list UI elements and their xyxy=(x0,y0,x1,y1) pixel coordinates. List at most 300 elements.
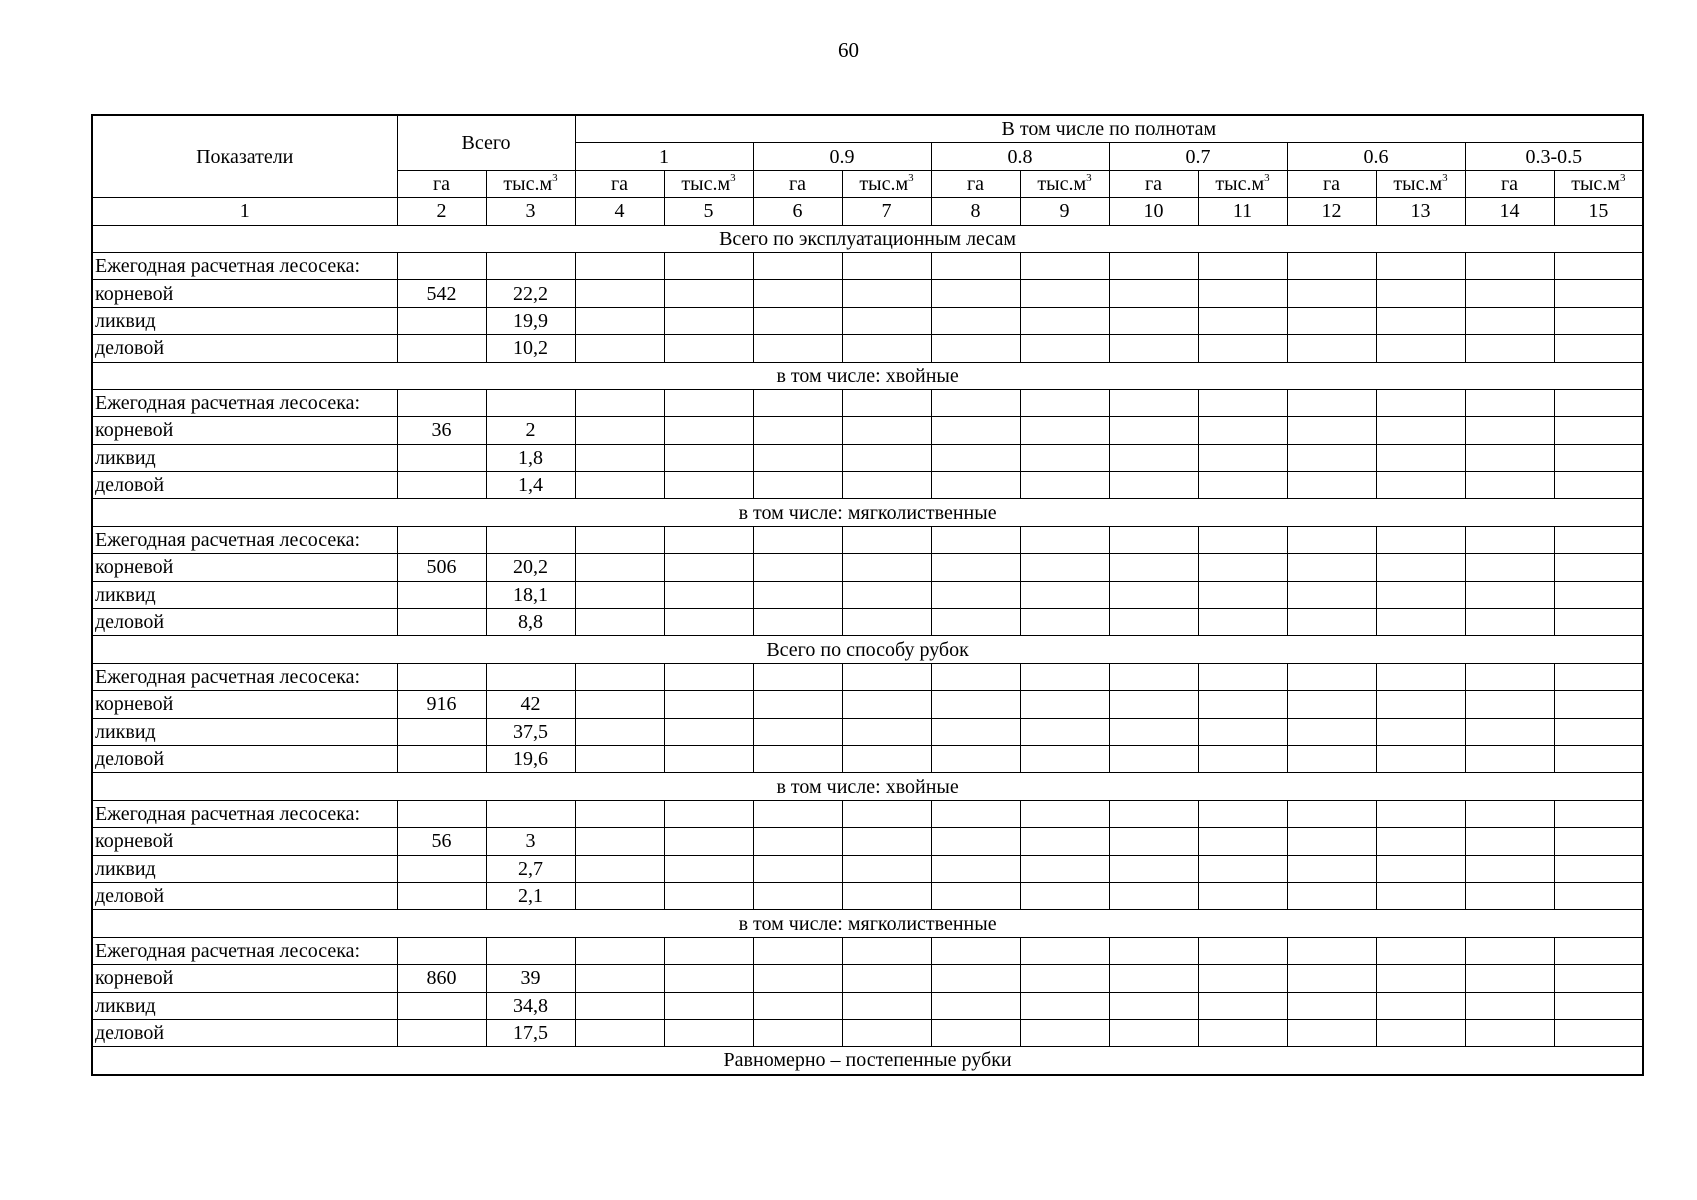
row-label: Ежегодная расчетная лесосека: xyxy=(92,252,397,279)
table-row xyxy=(92,526,1643,553)
empty-cell xyxy=(575,609,664,636)
empty-cell xyxy=(753,828,842,855)
unit-volume-superscript: 3 xyxy=(1264,171,1270,184)
empty-cell xyxy=(1198,745,1287,772)
empty-cell xyxy=(1376,828,1465,855)
unit-volume-superscript: 3 xyxy=(1619,171,1626,184)
empty-cell xyxy=(753,389,842,416)
unit-volume-text: тыс.м xyxy=(1037,172,1087,195)
empty-cell xyxy=(1465,581,1554,608)
total-volume-cell xyxy=(486,252,575,279)
empty-cell xyxy=(842,417,931,444)
empty-cell xyxy=(753,554,842,581)
empty-cell xyxy=(1465,828,1554,855)
empty-cell xyxy=(1020,1019,1109,1046)
empty-cell xyxy=(575,444,664,471)
empty-cell xyxy=(575,554,664,581)
total-volume-cell: 19,9 xyxy=(486,307,575,334)
table-row xyxy=(92,554,1643,581)
empty-cell xyxy=(842,855,931,882)
table-body xyxy=(92,225,1643,1075)
total-volume-cell xyxy=(486,526,575,553)
row-label: ликвид xyxy=(92,307,397,334)
empty-cell xyxy=(1287,252,1376,279)
total-volume-cell: 2 xyxy=(486,417,575,444)
row-label: деловой xyxy=(92,609,397,636)
empty-cell xyxy=(664,444,753,471)
empty-cell xyxy=(1287,800,1376,827)
empty-cell xyxy=(664,280,753,307)
header-density: 1 xyxy=(575,143,753,170)
total-ha-cell xyxy=(397,937,486,964)
total-ha-cell xyxy=(397,472,486,499)
empty-cell xyxy=(1376,965,1465,992)
row-label: Ежегодная расчетная лесосека: xyxy=(92,937,397,964)
empty-cell xyxy=(753,965,842,992)
table-row xyxy=(92,828,1643,855)
header-column-number: 6 xyxy=(753,198,842,225)
empty-cell xyxy=(1465,335,1554,362)
empty-cell xyxy=(931,965,1020,992)
header-column-number: 1 xyxy=(92,198,397,225)
empty-cell xyxy=(753,691,842,718)
header-unit-ha: га xyxy=(1465,170,1554,197)
empty-cell xyxy=(842,992,931,1019)
empty-cell xyxy=(931,307,1020,334)
empty-cell xyxy=(1020,335,1109,362)
empty-cell xyxy=(1020,417,1109,444)
empty-cell xyxy=(1465,992,1554,1019)
empty-cell xyxy=(1020,855,1109,882)
row-label: корневой xyxy=(92,965,397,992)
section-row xyxy=(92,499,1643,526)
table-row xyxy=(92,252,1643,279)
empty-cell xyxy=(664,855,753,882)
section-title: Всего по эксплуатационным лесам xyxy=(92,225,1643,252)
empty-cell xyxy=(664,417,753,444)
empty-cell xyxy=(664,992,753,1019)
table-row xyxy=(92,855,1643,882)
empty-cell xyxy=(1287,965,1376,992)
empty-cell xyxy=(1376,1019,1465,1046)
row-label: ликвид xyxy=(92,718,397,745)
empty-cell xyxy=(1198,800,1287,827)
empty-cell xyxy=(842,307,931,334)
empty-cell xyxy=(753,937,842,964)
header-unit-volume xyxy=(664,170,753,197)
empty-cell xyxy=(1109,882,1198,909)
total-ha-cell: 860 xyxy=(397,965,486,992)
empty-cell xyxy=(575,472,664,499)
logging-table xyxy=(91,114,1644,1076)
empty-cell xyxy=(1554,417,1643,444)
empty-cell xyxy=(1198,526,1287,553)
empty-cell xyxy=(1020,992,1109,1019)
table-row xyxy=(92,718,1643,745)
empty-cell xyxy=(1198,609,1287,636)
empty-cell xyxy=(1376,718,1465,745)
header-total: Всего xyxy=(397,115,575,170)
empty-cell xyxy=(1465,937,1554,964)
table-row xyxy=(92,663,1643,690)
empty-cell xyxy=(1020,663,1109,690)
table-row xyxy=(92,417,1643,444)
empty-cell xyxy=(1554,663,1643,690)
empty-cell xyxy=(1020,472,1109,499)
empty-cell xyxy=(753,444,842,471)
empty-cell xyxy=(575,307,664,334)
total-volume-cell: 34,8 xyxy=(486,992,575,1019)
empty-cell xyxy=(664,1019,753,1046)
empty-cell xyxy=(1020,526,1109,553)
empty-cell xyxy=(1198,280,1287,307)
empty-cell xyxy=(1376,526,1465,553)
empty-cell xyxy=(1198,417,1287,444)
empty-cell xyxy=(1287,992,1376,1019)
empty-cell xyxy=(1020,745,1109,772)
empty-cell xyxy=(931,745,1020,772)
empty-cell xyxy=(931,252,1020,279)
empty-cell xyxy=(842,882,931,909)
row-label: деловой xyxy=(92,882,397,909)
empty-cell xyxy=(1554,526,1643,553)
empty-cell xyxy=(1198,855,1287,882)
table-row xyxy=(92,745,1643,772)
empty-cell xyxy=(1376,855,1465,882)
empty-cell xyxy=(1465,718,1554,745)
empty-cell xyxy=(1109,691,1198,718)
total-ha-cell xyxy=(397,609,486,636)
header-unit-volume xyxy=(1020,170,1109,197)
header-by-density: В том числе по полнотам xyxy=(575,115,1643,143)
empty-cell xyxy=(1465,389,1554,416)
unit-volume-superscript: 3 xyxy=(730,171,736,184)
table-row xyxy=(92,965,1643,992)
empty-cell xyxy=(1287,526,1376,553)
empty-cell xyxy=(1554,554,1643,581)
empty-cell xyxy=(1554,252,1643,279)
section-row xyxy=(92,773,1643,800)
total-ha-cell xyxy=(397,1019,486,1046)
empty-cell xyxy=(664,389,753,416)
unit-volume-text: тыс.м xyxy=(503,172,553,195)
header-column-number: 13 xyxy=(1376,198,1465,225)
empty-cell xyxy=(753,335,842,362)
empty-cell xyxy=(1287,718,1376,745)
table-row xyxy=(92,389,1643,416)
empty-cell xyxy=(575,280,664,307)
empty-cell xyxy=(575,855,664,882)
header-column-number: 10 xyxy=(1109,198,1198,225)
empty-cell xyxy=(842,663,931,690)
row-label: ликвид xyxy=(92,992,397,1019)
empty-cell xyxy=(1465,307,1554,334)
header-row-1 xyxy=(92,115,1643,143)
empty-cell xyxy=(1198,828,1287,855)
empty-cell xyxy=(1554,581,1643,608)
empty-cell xyxy=(753,882,842,909)
total-volume-cell: 8,8 xyxy=(486,609,575,636)
empty-cell xyxy=(1109,663,1198,690)
empty-cell xyxy=(842,745,931,772)
empty-cell xyxy=(753,663,842,690)
empty-cell xyxy=(1376,280,1465,307)
empty-cell xyxy=(1465,472,1554,499)
header-unit-ha: га xyxy=(1287,170,1376,197)
empty-cell xyxy=(1020,252,1109,279)
empty-cell xyxy=(1287,554,1376,581)
empty-cell xyxy=(931,800,1020,827)
header-density: 0.9 xyxy=(753,143,931,170)
empty-cell xyxy=(1554,937,1643,964)
total-ha-cell xyxy=(397,444,486,471)
header-row-numbers xyxy=(92,198,1643,225)
empty-cell xyxy=(842,389,931,416)
empty-cell xyxy=(753,307,842,334)
unit-volume-superscript: 3 xyxy=(1442,171,1448,184)
empty-cell xyxy=(1109,252,1198,279)
empty-cell xyxy=(1554,745,1643,772)
empty-cell xyxy=(1109,335,1198,362)
total-ha-cell xyxy=(397,718,486,745)
header-column-number: 9 xyxy=(1020,198,1109,225)
empty-cell xyxy=(1109,417,1198,444)
total-ha-cell xyxy=(397,335,486,362)
unit-volume-superscript: 3 xyxy=(1086,171,1092,184)
header-density: 0.3-0.5 xyxy=(1465,143,1643,170)
empty-cell xyxy=(1287,444,1376,471)
empty-cell xyxy=(1020,718,1109,745)
empty-cell xyxy=(1020,691,1109,718)
table-row xyxy=(92,1019,1643,1046)
empty-cell xyxy=(664,800,753,827)
empty-cell xyxy=(1465,1019,1554,1046)
table-row xyxy=(92,335,1643,362)
empty-cell xyxy=(575,252,664,279)
total-volume-cell: 19,6 xyxy=(486,745,575,772)
empty-cell xyxy=(575,663,664,690)
empty-cell xyxy=(664,472,753,499)
empty-cell xyxy=(1020,965,1109,992)
empty-cell xyxy=(1287,335,1376,362)
empty-cell xyxy=(575,800,664,827)
empty-cell xyxy=(1020,389,1109,416)
total-volume-cell xyxy=(486,937,575,964)
row-label: деловой xyxy=(92,335,397,362)
empty-cell xyxy=(931,937,1020,964)
empty-cell xyxy=(842,335,931,362)
empty-cell xyxy=(931,417,1020,444)
empty-cell xyxy=(1287,417,1376,444)
row-label: корневой xyxy=(92,280,397,307)
empty-cell xyxy=(1465,745,1554,772)
empty-cell xyxy=(664,581,753,608)
row-label: ликвид xyxy=(92,444,397,471)
table-row xyxy=(92,609,1643,636)
empty-cell xyxy=(931,389,1020,416)
empty-cell xyxy=(1376,554,1465,581)
empty-cell xyxy=(1554,965,1643,992)
empty-cell xyxy=(575,965,664,992)
total-ha-cell: 506 xyxy=(397,554,486,581)
empty-cell xyxy=(664,937,753,964)
empty-cell xyxy=(575,828,664,855)
empty-cell xyxy=(1020,609,1109,636)
empty-cell xyxy=(664,335,753,362)
header-unit-volume xyxy=(842,170,931,197)
header-column-number: 11 xyxy=(1198,198,1287,225)
total-ha-cell xyxy=(397,800,486,827)
total-ha-cell: 56 xyxy=(397,828,486,855)
empty-cell xyxy=(842,1019,931,1046)
empty-cell xyxy=(842,937,931,964)
empty-cell xyxy=(931,280,1020,307)
empty-cell xyxy=(931,581,1020,608)
total-ha-cell: 542 xyxy=(397,280,486,307)
empty-cell xyxy=(1020,280,1109,307)
empty-cell xyxy=(1109,1019,1198,1046)
empty-cell xyxy=(1287,1019,1376,1046)
total-ha-cell xyxy=(397,389,486,416)
empty-cell xyxy=(931,554,1020,581)
table-row xyxy=(92,937,1643,964)
empty-cell xyxy=(1287,882,1376,909)
empty-cell xyxy=(1109,307,1198,334)
empty-cell xyxy=(842,252,931,279)
total-volume-cell xyxy=(486,800,575,827)
empty-cell xyxy=(1198,992,1287,1019)
empty-cell xyxy=(753,417,842,444)
empty-cell xyxy=(1465,444,1554,471)
empty-cell xyxy=(842,280,931,307)
empty-cell xyxy=(1198,691,1287,718)
total-ha-cell xyxy=(397,252,486,279)
empty-cell xyxy=(753,800,842,827)
empty-cell xyxy=(753,581,842,608)
section-title: в том числе: мягколиственные xyxy=(92,499,1643,526)
header-density: 0.6 xyxy=(1287,143,1465,170)
empty-cell xyxy=(931,472,1020,499)
empty-cell xyxy=(1198,882,1287,909)
section-row xyxy=(92,362,1643,389)
row-label: деловой xyxy=(92,745,397,772)
empty-cell xyxy=(1109,581,1198,608)
header-column-number: 14 xyxy=(1465,198,1554,225)
header-unit-ha: га xyxy=(397,170,486,197)
empty-cell xyxy=(842,526,931,553)
empty-cell xyxy=(1465,609,1554,636)
empty-cell xyxy=(1109,554,1198,581)
empty-cell xyxy=(931,992,1020,1019)
empty-cell xyxy=(1554,828,1643,855)
total-ha-cell xyxy=(397,307,486,334)
empty-cell xyxy=(1198,965,1287,992)
section-title: Всего по способу рубок xyxy=(92,636,1643,663)
empty-cell xyxy=(1465,965,1554,992)
empty-cell xyxy=(1020,581,1109,608)
empty-cell xyxy=(1287,280,1376,307)
total-ha-cell xyxy=(397,526,486,553)
empty-cell xyxy=(1287,389,1376,416)
section-row xyxy=(92,636,1643,663)
empty-cell xyxy=(753,992,842,1019)
empty-cell xyxy=(664,609,753,636)
empty-cell xyxy=(1465,882,1554,909)
empty-cell xyxy=(575,718,664,745)
empty-cell xyxy=(1109,609,1198,636)
empty-cell xyxy=(931,718,1020,745)
total-ha-cell xyxy=(397,882,486,909)
header-column-number: 15 xyxy=(1554,198,1643,225)
empty-cell xyxy=(931,335,1020,362)
empty-cell xyxy=(1465,855,1554,882)
empty-cell xyxy=(1376,444,1465,471)
empty-cell xyxy=(1287,581,1376,608)
total-ha-cell: 916 xyxy=(397,691,486,718)
unit-volume-text: тыс.м xyxy=(1215,172,1265,195)
empty-cell xyxy=(842,472,931,499)
table-row xyxy=(92,992,1643,1019)
header-unit-ha: га xyxy=(575,170,664,197)
section-row xyxy=(92,225,1643,252)
header-unit-volume xyxy=(1376,170,1465,197)
empty-cell xyxy=(753,1019,842,1046)
section-title: в том числе: хвойные xyxy=(92,362,1643,389)
empty-cell xyxy=(575,581,664,608)
total-volume-cell xyxy=(486,663,575,690)
empty-cell xyxy=(575,691,664,718)
empty-cell xyxy=(1376,663,1465,690)
empty-cell xyxy=(1198,389,1287,416)
empty-cell xyxy=(1554,992,1643,1019)
empty-cell xyxy=(1287,472,1376,499)
empty-cell xyxy=(931,882,1020,909)
row-label: корневой xyxy=(92,417,397,444)
empty-cell xyxy=(1287,855,1376,882)
header-density: 0.7 xyxy=(1109,143,1287,170)
empty-cell xyxy=(1109,718,1198,745)
empty-cell xyxy=(1198,937,1287,964)
total-volume-cell: 1,8 xyxy=(486,444,575,471)
empty-cell xyxy=(1020,882,1109,909)
empty-cell xyxy=(1020,800,1109,827)
total-volume-cell: 22,2 xyxy=(486,280,575,307)
empty-cell xyxy=(842,691,931,718)
page-number: 60 xyxy=(838,38,859,62)
empty-cell xyxy=(1376,882,1465,909)
empty-cell xyxy=(1554,307,1643,334)
total-volume-cell xyxy=(486,389,575,416)
empty-cell xyxy=(842,965,931,992)
empty-cell xyxy=(1198,554,1287,581)
empty-cell xyxy=(1109,828,1198,855)
row-label: Ежегодная расчетная лесосека: xyxy=(92,800,397,827)
empty-cell xyxy=(1376,800,1465,827)
empty-cell xyxy=(1109,472,1198,499)
unit-volume-text: тыс.м xyxy=(1571,172,1620,195)
empty-cell xyxy=(664,718,753,745)
empty-cell xyxy=(1198,444,1287,471)
empty-cell xyxy=(1198,307,1287,334)
empty-cell xyxy=(575,417,664,444)
empty-cell xyxy=(1198,663,1287,690)
row-label: корневой xyxy=(92,691,397,718)
row-label: корневой xyxy=(92,554,397,581)
total-volume-cell: 1,4 xyxy=(486,472,575,499)
total-volume-cell: 42 xyxy=(486,691,575,718)
empty-cell xyxy=(1287,609,1376,636)
empty-cell xyxy=(1376,581,1465,608)
